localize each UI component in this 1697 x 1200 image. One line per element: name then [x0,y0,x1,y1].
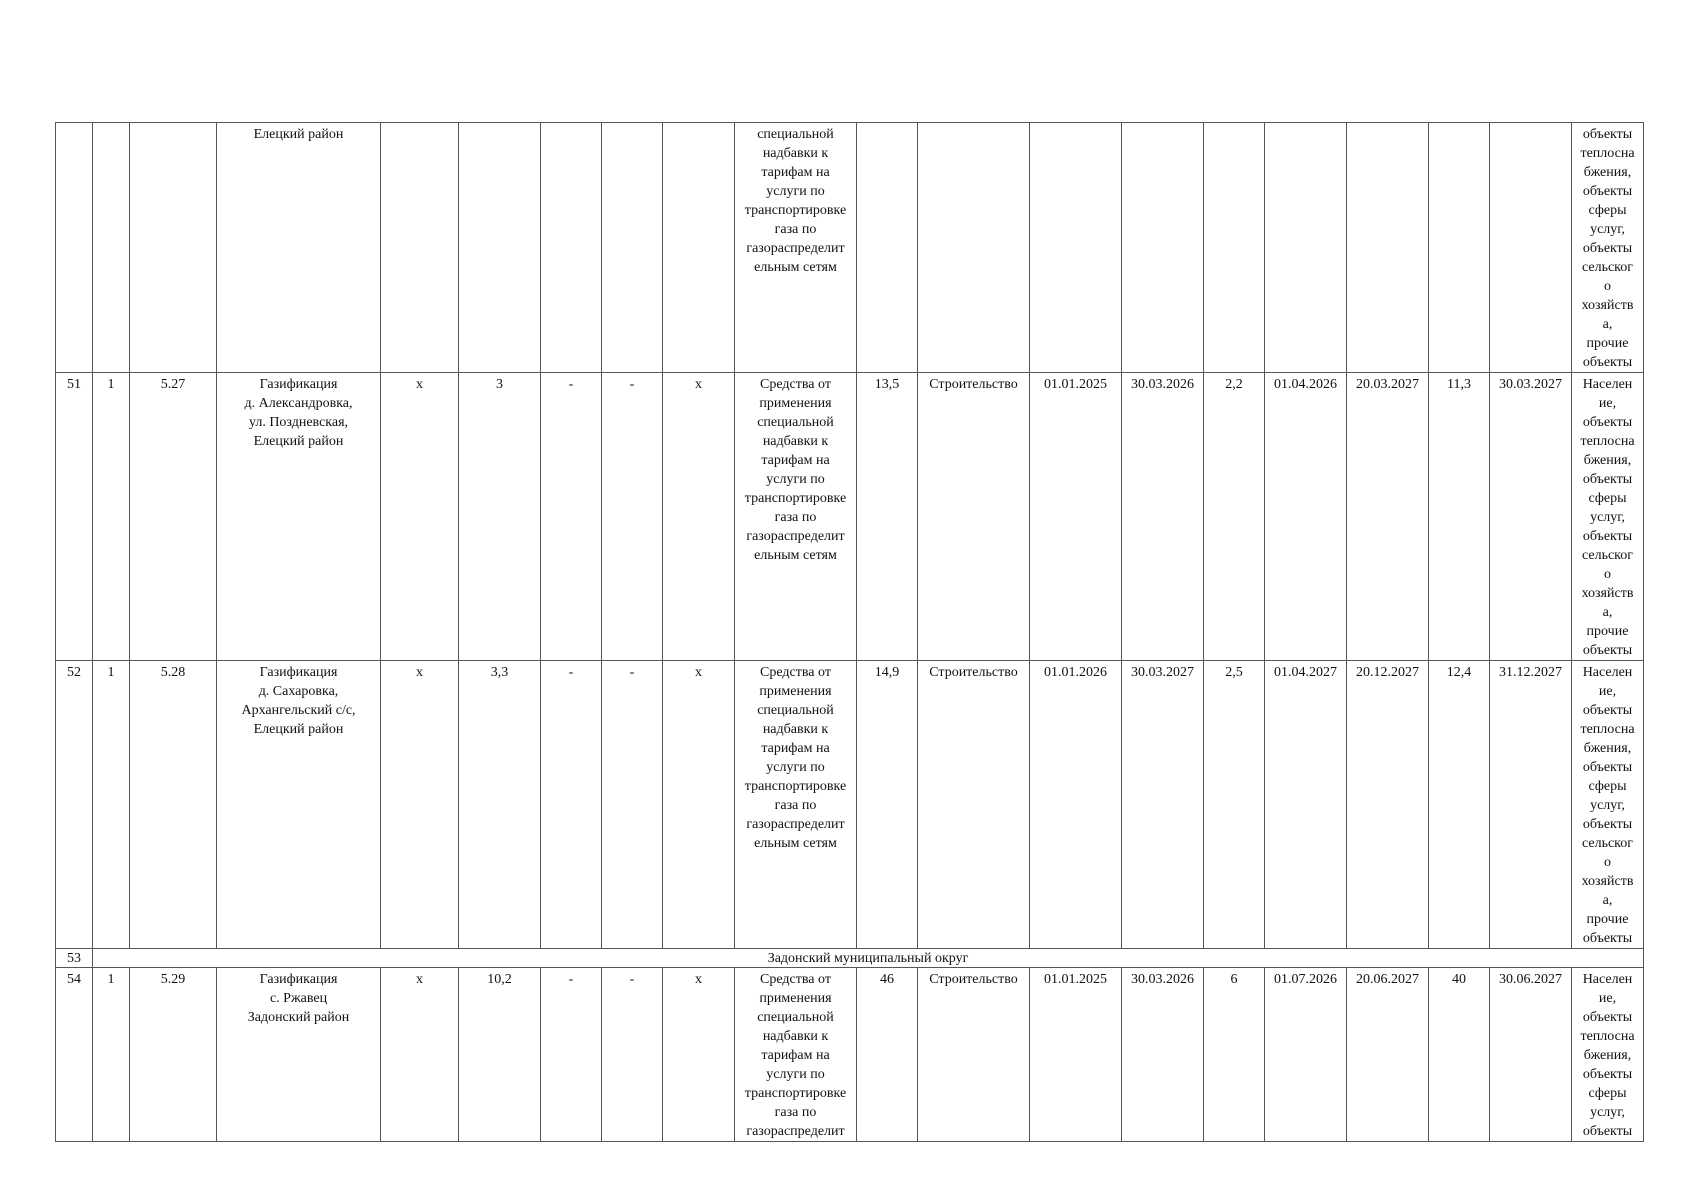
cell-code [130,123,217,373]
cell-col2 [93,123,130,373]
table-row [56,968,1644,1142]
cell-name: Газификация с. Ржавец Задонский район [217,968,381,1142]
cell-length: 10,2 [459,968,541,1142]
cell-val2: 11,3 [1429,373,1490,661]
cell-length [459,123,541,373]
cell-start2 [1265,123,1347,373]
cell-val1: 2,2 [1204,373,1265,661]
cell-col5: x [381,661,459,949]
section-title: Задонский муниципальный округ [93,949,1644,968]
cell-col2: 1 [93,661,130,949]
gasification-table [55,122,1644,1142]
cell-source: Средства от применения специальной надбавки к тарифам на услуги по транспортировке газа по газораспределит ельным сетям [735,661,857,949]
cell-start1: 01.01.2025 [1030,968,1122,1142]
cell-cost: 13,5 [857,373,918,661]
cell-val2: 40 [1429,968,1490,1142]
cell-cost [857,123,918,373]
table-row [56,373,1644,661]
cell-code: 5.27 [130,373,217,661]
cell-code: 5.28 [130,661,217,949]
cell-col5 [381,123,459,373]
cell-val2: 12,4 [1429,661,1490,949]
cell-end2: 20.03.2027 [1347,373,1429,661]
section-row [56,949,1644,968]
cell-cost: 14,9 [857,661,918,949]
cell-length: 3,3 [459,661,541,949]
cell-num: 54 [56,968,93,1142]
cell-val1 [1204,123,1265,373]
cell-finish: 31.12.2027 [1490,661,1572,949]
cell-val1: 2,5 [1204,661,1265,949]
cell-source: Средства от применения специальной надбавки к тарифам на услуги по транспортировке газа по газораспределит ельным сетям [735,373,857,661]
cell-col5: x [381,968,459,1142]
cell-col9 [663,123,735,373]
cell-col2: 1 [93,373,130,661]
cell-finish [1490,123,1572,373]
cell-col9: x [663,968,735,1142]
cell-name: Газификация д. Александровка, ул. Поздневская, Елецкий район [217,373,381,661]
cell-work: Строительство [918,661,1030,949]
cell-col2: 1 [93,968,130,1142]
cell-end1: 30.03.2026 [1122,968,1204,1142]
cell-col7 [541,123,602,373]
cell-name: Газификация д. Сахаровка, Архангельский с/с, Елецкий район [217,661,381,949]
cell-source: специальной надбавки к тарифам на услуги по транспортировке газа по газораспределит ельным сетям [735,123,857,373]
cell-end1: 30.03.2027 [1122,661,1204,949]
cell-start2: 01.04.2026 [1265,373,1347,661]
cell-consumers: Населен ие, объекты теплосна бжения, объекты сферы услуг, объекты сельског о хозяйств а, прочие объекты [1572,373,1644,661]
cell-end1 [1122,123,1204,373]
cell-finish: 30.03.2027 [1490,373,1572,661]
cell-start1: 01.01.2026 [1030,661,1122,949]
cell-col8: - [602,373,663,661]
cell-start1 [1030,123,1122,373]
cell-end2: 20.12.2027 [1347,661,1429,949]
cell-col8: - [602,661,663,949]
table-row [56,661,1644,949]
cell-work: Строительство [918,968,1030,1142]
cell-val2 [1429,123,1490,373]
cell-consumers: Населен ие, объекты теплосна бжения, объекты сферы услуг, объекты [1572,968,1644,1142]
cell-start2: 01.04.2027 [1265,661,1347,949]
cell-col8 [602,123,663,373]
cell-num: 52 [56,661,93,949]
cell-col8: - [602,968,663,1142]
cell-col7: - [541,373,602,661]
cell-name: Елецкий район [217,123,381,373]
cell-start2: 01.07.2026 [1265,968,1347,1142]
cell-col9: x [663,373,735,661]
cell-col7: - [541,968,602,1142]
cell-source: Средства от применения специальной надбавки к тарифам на услуги по транспортировке газа по газораспределит [735,968,857,1142]
cell-code: 5.29 [130,968,217,1142]
cell-col9: x [663,661,735,949]
cell-work: Строительство [918,373,1030,661]
table-row-continuation [56,123,1644,373]
cell-num: 53 [56,949,93,968]
cell-cost: 46 [857,968,918,1142]
cell-num [56,123,93,373]
cell-consumers: Населен ие, объекты теплосна бжения, объекты сферы услуг, объекты сельског о хозяйств а, прочие объекты [1572,661,1644,949]
cell-val1: 6 [1204,968,1265,1142]
cell-num: 51 [56,373,93,661]
cell-col5: x [381,373,459,661]
cell-finish: 30.06.2027 [1490,968,1572,1142]
cell-end2 [1347,123,1429,373]
cell-start1: 01.01.2025 [1030,373,1122,661]
cell-end2: 20.06.2027 [1347,968,1429,1142]
cell-consumers: объекты теплосна бжения, объекты сферы услуг, объекты сельског о хозяйств а, прочие объекты [1572,123,1644,373]
cell-col7: - [541,661,602,949]
cell-end1: 30.03.2026 [1122,373,1204,661]
cell-length: 3 [459,373,541,661]
cell-work [918,123,1030,373]
